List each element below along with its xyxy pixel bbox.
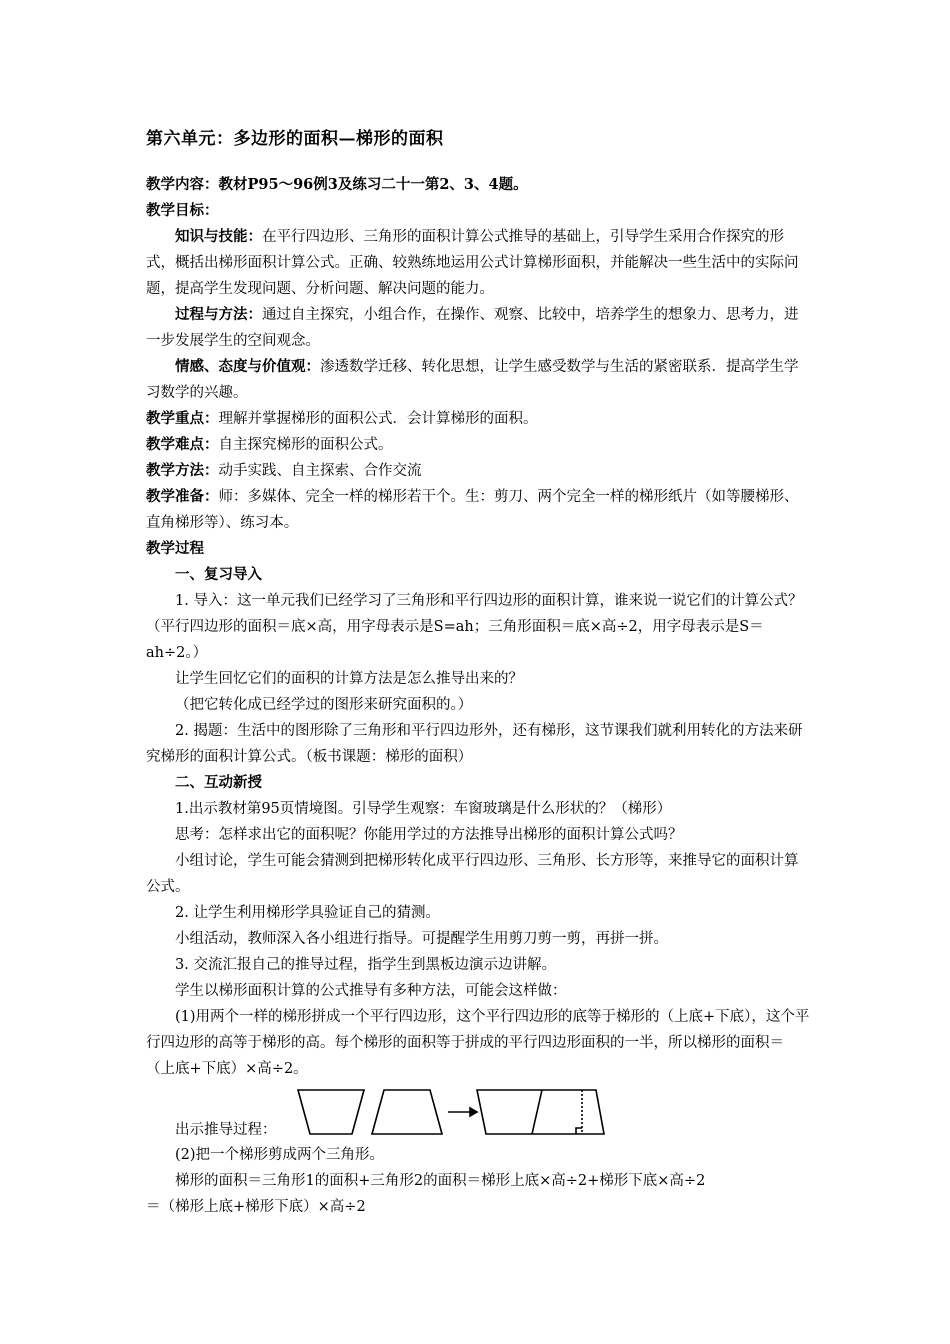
process-heading: 教学过程 bbox=[146, 540, 204, 557]
lesson-plan bbox=[146, 126, 810, 1220]
section2-p9: (2)把一个梯形剪成两个三角形。 bbox=[175, 1147, 385, 1163]
objectives-heading: 教学目标： bbox=[146, 202, 219, 219]
section2-p3: 小组讨论，学生可能会猜测到把梯形转化成平行四边形、三角形、长方形等，来推导它的面积计算公式。 bbox=[146, 853, 799, 895]
section1-heading: 一、复习导入 bbox=[175, 566, 262, 583]
preparation: 教学准备：师：多媒体、完全一样的梯形若干个。生：剪刀、两个完全一样的梯形纸片（如等腰梯形、直角梯形等）、练习本。 bbox=[146, 488, 799, 531]
section2-p11: ＝（梯形上底+梯形下底）×高÷2 bbox=[146, 1199, 366, 1215]
section1-p4: 2. 揭题：生活中的图形除了三角形和平行四边形外，还有梯形，这节课我们就利用转化的方法来研究梯形的面积计算公式。（板书课题：梯形的面积） bbox=[146, 723, 803, 765]
section1-p3: （把它转化成已经学过的图形来研究面积的。） bbox=[175, 697, 473, 713]
derivation-figure-row bbox=[146, 1086, 810, 1142]
section2-heading: 二、互动新授 bbox=[175, 774, 262, 791]
page-title: 第六单元：多边形的面积—梯形的面积 bbox=[146, 129, 444, 149]
difficulty: 教学难点：自主探究梯形的面积公式。 bbox=[146, 436, 393, 453]
section2-p8: (1)用两个一样的梯形拼成一个平行四边形，这个平行四边形的底等于梯形的（上底+下底），这个平行四边形的高等于梯形的高。每个梯形的面积等于拼成的平行四边形面积的一半，所以梯形的面积＝（上底+下底）×高÷2。 bbox=[146, 1009, 810, 1077]
trapezoid-1 bbox=[298, 1090, 364, 1134]
section2-p10: 梯形的面积＝三角形1的面积+三角形2的面积＝梯形上底×高÷2+梯形下底×高÷2 bbox=[175, 1173, 706, 1189]
section2-p7: 学生以梯形面积计算的公式推导有多种方法，可能会这样做： bbox=[175, 983, 567, 999]
section1-p2: 让学生回忆它们的面积的计算方法是怎么推导出来的？ bbox=[175, 671, 523, 687]
objective-knowledge: 知识与技能：在平行四边形、三角形的面积计算公式推导的基础上，引导学生采用合作探究的形式，概括出梯形面积计算公式。正确、较熟练地运用公式计算梯形面积，并能解决一些生活中的实际问题，提高学生发现问题、分析问题、解决问题的能力。 bbox=[146, 228, 799, 297]
join-line bbox=[532, 1090, 542, 1134]
right-angle-mark bbox=[576, 1128, 582, 1134]
teaching-content: 教学内容：教材P95～96例3及练习二十一第2、3、4题。 bbox=[146, 176, 528, 193]
objective-attitude: 情感、态度与价值观：渗透数学迁移、转化思想，让学生感受数学与生活的紧密联系．提高学生学习数学的兴趣。 bbox=[146, 358, 799, 401]
section1-p1: 1. 导入：这一单元我们已经学习了三角形和平行四边形的面积计算，谁来说一说它们的计算公式？（平行四边形的面积＝底×高，用字母表示是S=ah；三角形面积＝底×高÷2，用字母表示是S＝ah÷2。） bbox=[146, 593, 803, 661]
section2-p4: 2. 让学生利用梯形学具验证自己的猜测。 bbox=[175, 905, 440, 921]
key-points: 教学重点：理解并掌握梯形的面积公式．会计算梯形的面积。 bbox=[146, 410, 538, 427]
figure-label: 出示推导过程： bbox=[175, 1122, 277, 1138]
objective-process: 过程与方法：通过自主探究，小组合作，在操作、观察、比较中，培养学生的想象力、思考力，进一步发展学生的空间观念。 bbox=[146, 306, 799, 349]
trapezoid-derivation-diagram bbox=[296, 1086, 608, 1138]
arrow-head bbox=[470, 1108, 477, 1116]
section2-p5: 小组活动，教师深入各小组进行指导。可提醒学生用剪刀剪一剪，再拼一拼。 bbox=[175, 931, 668, 947]
section2-p1: 1.出示教材第95页情境图。引导学生观察：车窗玻璃是什么形状的？（梯形） bbox=[175, 801, 672, 817]
trapezoid-2 bbox=[372, 1090, 442, 1134]
section2-p6: 3. 交流汇报自己的推导过程，指学生到黑板边演示边讲解。 bbox=[175, 957, 556, 973]
section2-p2: 思考：怎样求出它的面积呢？你能用学过的方法推导出梯形的面积计算公式吗？ bbox=[175, 827, 683, 843]
methods: 教学方法：动手实践、自主探索、合作交流 bbox=[146, 462, 422, 479]
